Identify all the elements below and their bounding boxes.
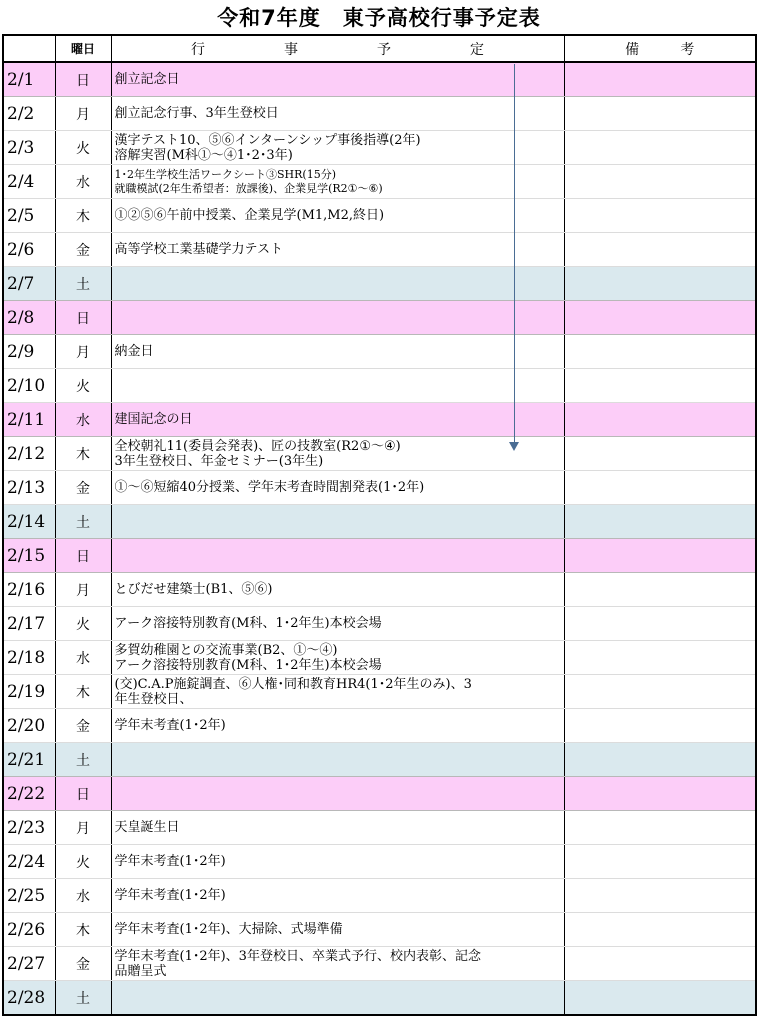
dow-cell: 月 [55,811,111,845]
event-cell [111,573,564,607]
remarks-cell [564,573,756,607]
date-cell: 2/21 [3,743,55,777]
event-line: 高等学校工業基礎学力テスト [114,242,283,257]
date-cell: 2/10 [3,369,55,403]
remarks-cell [564,947,756,981]
dow-cell: 月 [55,335,111,369]
remarks-cell [564,981,756,1016]
dow-cell: 金 [55,471,111,505]
dow-cell: 火 [55,607,111,641]
event-cell [111,641,564,675]
date-cell: 2/15 [3,539,55,573]
date-cell: 2/28 [3,981,55,1016]
event-cell [111,437,564,471]
date-cell: 2/20 [3,709,55,743]
event-cell [111,471,564,505]
event-line: 学年末考査(1･2年) [114,888,226,903]
remarks-cell [564,97,756,131]
dow-cell: 火 [55,845,111,879]
date-cell: 2/6 [3,233,55,267]
events-header-char: 予 [377,41,391,58]
event-cell [111,539,564,573]
table-row [3,267,756,301]
event-line: 年生登校日、 [114,691,193,707]
date-cell: 2/24 [3,845,55,879]
event-line: 品贈呈式 [114,963,167,979]
event-cell [111,913,564,947]
remarks-cell [564,743,756,777]
event-cell [111,267,564,301]
event-line: 全校朝礼11(委員会発表)、匠の技教室(R2①～④) [114,438,401,454]
event-cell [111,675,564,709]
date-cell: 2/27 [3,947,55,981]
remarks-header-char: 考 [680,41,695,58]
date-cell: 2/9 [3,335,55,369]
event-cell [111,233,564,267]
dow-cell: 木 [55,913,111,947]
table-row [3,913,756,947]
event-cell [111,845,564,879]
table-row [3,709,756,743]
table-row [3,947,756,981]
date-cell: 2/4 [3,165,55,199]
date-cell: 2/17 [3,607,55,641]
date-cell: 2/22 [3,777,55,811]
event-line: ①～⑥短縮40分授業、学年末考査時間割発表(1･2年) [114,480,425,495]
event-line: 学年末考査(1･2年)、3年登校日、卒業式予行、校内表彰、記念 [114,948,481,964]
table-row [3,505,756,539]
event-cell [111,879,564,913]
table-row [3,981,756,1016]
remarks-cell [564,62,756,97]
date-cell: 2/8 [3,301,55,335]
dow-cell: 日 [55,539,111,573]
table-row [3,539,756,573]
remarks-cell [564,335,756,369]
remarks-cell [564,233,756,267]
date-cell: 2/18 [3,641,55,675]
dow-cell: 水 [55,165,111,199]
event-cell [111,403,564,437]
event-line: アーク溶接特別教育(M科、1･2年生)本校会場 [114,657,382,673]
remarks-cell [564,709,756,743]
remarks-cell [564,641,756,675]
arrow-down-icon [509,442,519,451]
header-row [3,35,756,62]
remarks-cell [564,879,756,913]
table-row [3,97,756,131]
event-line: 多賀幼稚園との交流事業(B2、①～④) [114,642,338,658]
event-line: 創立記念日 [114,72,180,87]
dow-cell: 日 [55,301,111,335]
remarks-cell [564,845,756,879]
page-title: 令和7年度 東予高校行事予定表 [217,6,541,30]
table-row [3,743,756,777]
table-row [3,199,756,233]
dow-cell: 日 [55,62,111,97]
date-cell: 2/3 [3,131,55,165]
remarks-cell [564,607,756,641]
remarks-cell [564,505,756,539]
event-cell [111,369,564,403]
event-cell [111,811,564,845]
events-header-char: 行 [191,41,205,58]
dow-cell: 金 [55,709,111,743]
dow-cell: 金 [55,947,111,981]
date-cell: 2/13 [3,471,55,505]
table-row [3,233,756,267]
table-row [3,845,756,879]
dow-cell: 水 [55,641,111,675]
remarks-cell [564,369,756,403]
date-cell: 2/23 [3,811,55,845]
continuation-arrow-line [514,64,515,444]
date-cell: 2/26 [3,913,55,947]
event-cell [111,62,564,97]
date-cell: 2/2 [3,97,55,131]
table-row [3,369,756,403]
remarks-column-header [564,35,756,62]
event-line: 1･2年生学校生活ワークシート③SHR(15分) [114,167,336,181]
date-cell: 2/5 [3,199,55,233]
dow-cell: 金 [55,233,111,267]
event-cell [111,199,564,233]
events-header-char: 定 [470,41,484,58]
dow-cell: 土 [55,743,111,777]
date-column-header [3,35,55,62]
dow-cell: 土 [55,505,111,539]
event-line: (交)C.A.P施錠調査、⑥人権･同和教育HR4(1･2年生のみ)、3 [114,676,472,692]
date-cell: 2/7 [3,267,55,301]
date-cell: 2/1 [3,62,55,97]
event-cell [111,607,564,641]
table-row [3,131,756,165]
event-cell [111,97,564,131]
date-cell: 2/25 [3,879,55,913]
event-cell [111,947,564,981]
event-line: 天皇誕生日 [114,820,180,835]
event-cell [111,709,564,743]
dow-cell: 火 [55,369,111,403]
date-cell: 2/19 [3,675,55,709]
event-cell [111,777,564,811]
event-line: とびだせ建築士(B1、⑤⑥) [114,582,273,597]
table-row [3,301,756,335]
event-cell [111,131,564,165]
event-line: ①②⑤⑥午前中授業、企業見学(M1,M2,終日) [114,208,385,223]
event-line: 学年末考査(1･2年) [114,718,226,733]
dow-column-header: 曜日 [55,35,111,62]
event-cell [111,981,564,1016]
date-cell: 2/12 [3,437,55,471]
remarks-cell [564,471,756,505]
event-cell [111,505,564,539]
table-row [3,573,756,607]
dow-cell: 月 [55,573,111,607]
dow-cell: 日 [55,777,111,811]
table-row [3,641,756,675]
date-cell: 2/16 [3,573,55,607]
table-row [3,165,756,199]
remarks-cell [564,199,756,233]
event-line: 就職模試(2年生希望者：放課後)、企業見学(R2①～⑥) [114,181,383,195]
event-cell [111,165,564,199]
table-row [3,403,756,437]
remarks-cell [564,301,756,335]
event-line: アーク溶接特別教育(M科、1･2年生)本校会場 [114,616,382,631]
event-cell [111,743,564,777]
events-header-char: 事 [284,41,298,58]
remarks-cell [564,437,756,471]
remarks-cell [564,403,756,437]
dow-cell: 木 [55,437,111,471]
table-row [3,607,756,641]
dow-cell: 土 [55,267,111,301]
remarks-cell [564,267,756,301]
table-row [3,811,756,845]
remarks-cell [564,811,756,845]
dow-cell: 月 [55,97,111,131]
remarks-cell [564,539,756,573]
event-line: 納金日 [114,344,154,359]
table-row [3,471,756,505]
date-cell: 2/11 [3,403,55,437]
event-cell [111,335,564,369]
remarks-header-char: 備 [625,41,640,58]
table-row [3,675,756,709]
dow-cell: 木 [55,675,111,709]
remarks-cell [564,131,756,165]
event-line: 溶解実習(M科①～④1･2･3年) [114,147,293,163]
event-line: 創立記念行事、3年生登校日 [114,106,279,121]
table-row [3,879,756,913]
events-column-header [111,35,564,62]
table-row [3,62,756,97]
event-cell [111,301,564,335]
event-line: 学年末考査(1･2年) [114,854,226,869]
dow-cell: 土 [55,981,111,1016]
remarks-cell [564,913,756,947]
date-cell: 2/14 [3,505,55,539]
dow-cell: 水 [55,403,111,437]
dow-cell: 木 [55,199,111,233]
table-row [3,777,756,811]
dow-cell: 火 [55,131,111,165]
remarks-cell [564,165,756,199]
event-line: 3年生登校日、年金セミナー(3年生) [114,453,324,469]
event-line: 学年末考査(1･2年)、大掃除、式場準備 [114,922,343,937]
remarks-cell [564,777,756,811]
table-row [3,437,756,471]
dow-cell: 水 [55,879,111,913]
schedule-table [2,34,757,1016]
remarks-cell [564,675,756,709]
event-line: 建国記念の日 [114,412,193,427]
table-row [3,335,756,369]
event-line: 漢字テスト10、⑤⑥インターンシップ事後指導(2年) [114,132,421,148]
